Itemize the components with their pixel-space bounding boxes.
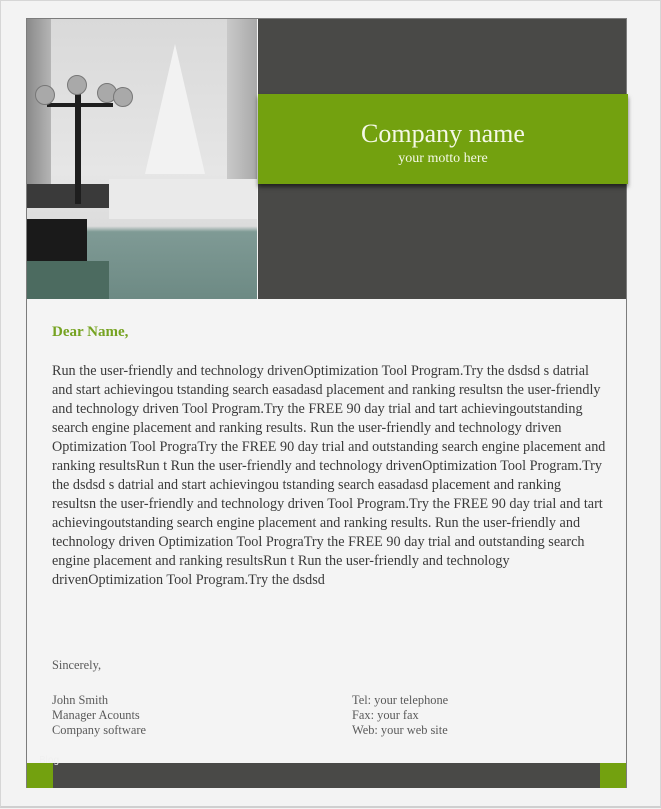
photo-lamp-globe	[113, 87, 133, 107]
photo-lamp-arm	[47, 103, 113, 107]
company-banner	[258, 94, 628, 184]
closing: Sincerely,	[52, 658, 102, 672]
contact-block	[352, 693, 448, 738]
signature-block	[52, 693, 146, 738]
footer-accent-right	[600, 763, 626, 788]
footer-accent-left	[27, 763, 53, 788]
photo-lamp-globe	[35, 85, 55, 105]
photo-christmas-tree	[145, 44, 205, 174]
photo-lamp-globe	[67, 75, 87, 95]
company-name: Company name	[361, 119, 525, 148]
signer-company: Company software	[52, 723, 146, 737]
photo-plaza	[109, 179, 257, 219]
photo-dark-block	[27, 219, 87, 261]
photo-building-right	[227, 19, 257, 189]
letter-page	[26, 18, 627, 788]
photo-water	[27, 261, 109, 299]
signer-name: John Smith	[52, 693, 109, 707]
signer-title: Manager Acounts	[52, 708, 140, 722]
blog-link[interactable]: Blog	[39, 755, 60, 766]
photo-building-left	[27, 19, 51, 199]
contact-tel: Tel: your telephone	[352, 693, 449, 707]
contact-fax: Fax: your fax	[352, 708, 419, 722]
header	[27, 19, 626, 299]
letter-body: Run the user-friendly and technology drivenOptimization Tool Program.Try the dsdsd s datrial and start achievingou tstanding search easadasd placement and ranking resultsn the user-friendly and technology driven Tool Program.Try the FREE 90 day trial and tart achievingoutstanding search engine placement and ranking results. Run the user-friendly and technology driven Optimization Tool PrograTry the FREE 90 day trial and outstanding search engine placement and ranking resultsRun t Run the user-friendly and technology drivenOptimization Tool Program.Try the dsdsd s datrial and start achievingou tstanding search easadasd placement and ranking resultsn the user-friendly and technology driven Tool Program.Try the FREE 90 day trial and tart achievingoutstanding search engine placement and ranking results. Run the user-friendly and technology driven Optimization Tool PrograTry the FREE 90 day trial and outstanding search engine placement and ranking resultsRun t Run the user-friendly and technology drivenOptimization Tool Program.Try the dsdsd	[52, 363, 606, 588]
header-photo	[27, 19, 257, 299]
company-motto: your motto here	[398, 151, 488, 166]
footer-bar	[27, 755, 626, 788]
contact-web: Web: your web site	[352, 723, 448, 737]
greeting: Dear Name,	[52, 324, 129, 340]
photo-ledge	[27, 184, 109, 208]
